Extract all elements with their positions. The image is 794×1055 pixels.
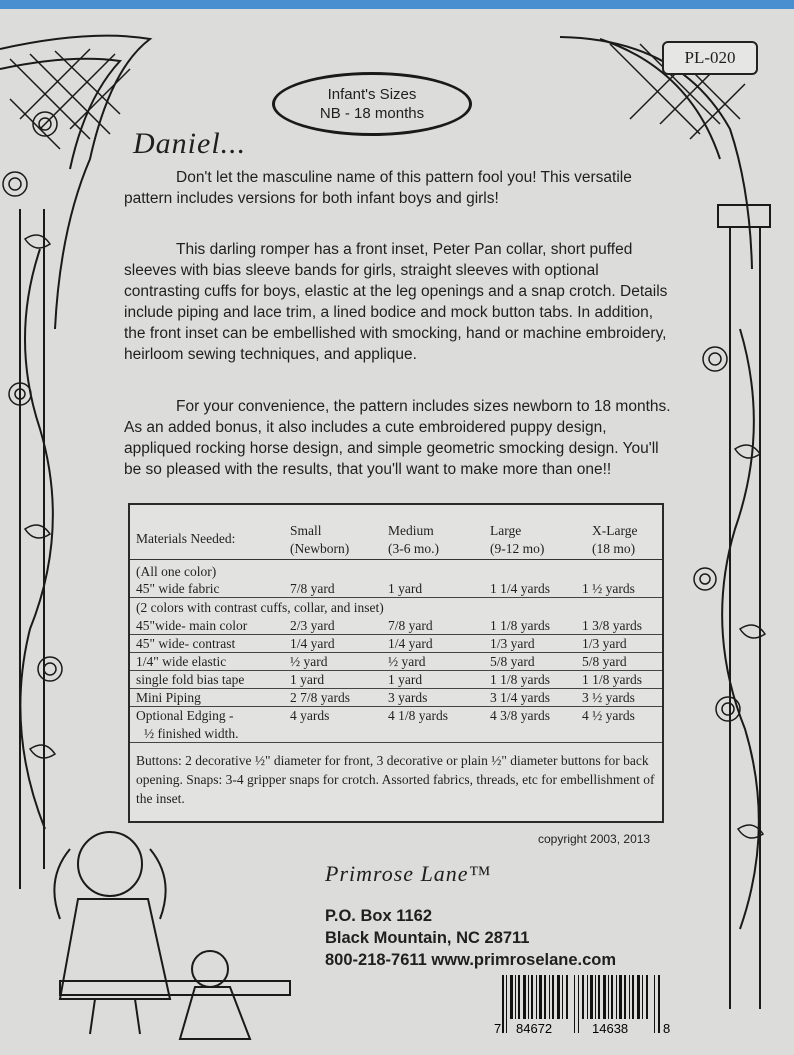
item-name: 45"wide- main color [136, 618, 248, 633]
small-amount: 1 yard [290, 672, 325, 687]
medium-amount: 3 yards [388, 690, 428, 705]
large-amount: 1 1/4 yards [490, 581, 550, 596]
description-paragraph [124, 239, 674, 365]
two-colors-note: (2 colors with contrast cuffs, collar, and inset) [136, 600, 384, 615]
medium-amount: 1/4 yard [388, 636, 433, 651]
item-name: Optional Edging - [136, 708, 234, 723]
barcode-right-digit: 8 [663, 1021, 670, 1036]
address-line2: Black Mountain, NC 28711 [325, 929, 530, 947]
barcode-group2: 14638 [592, 1021, 629, 1036]
medium-amount: ½ yard [388, 654, 426, 669]
item-name: 45" wide- contrast [136, 636, 236, 651]
pattern-title: Daniel... [133, 127, 247, 160]
table-row [130, 617, 662, 635]
xlarge-amount: 4 ½ yards [582, 708, 635, 723]
brand-logo-text: Primrose Lane™ [325, 861, 492, 886]
table-row [130, 653, 662, 671]
edging-note: ½ finished width. [144, 726, 239, 741]
one-color-note-row [130, 563, 662, 580]
sizes-badge-line1: Infant's Sizes [327, 86, 417, 103]
medium-amount: 7/8 yard [388, 618, 433, 633]
copyright-notice: copyright 2003, 2013 [538, 832, 651, 846]
pattern-code-label: PL-020 [662, 41, 758, 75]
xlarge-amount: 1/3 yard [582, 636, 627, 651]
large-amount: 3 1/4 yards [490, 690, 550, 705]
sizes-badge [272, 72, 472, 136]
size-small-name: Small [290, 523, 322, 538]
small-amount: 4 yards [290, 708, 330, 723]
table-row [130, 707, 662, 724]
contact-address [325, 905, 616, 971]
size-small-range: (Newborn) [290, 541, 350, 556]
item-name: 1/4" wide elastic [136, 654, 227, 669]
one-color-note: (All one color) [136, 564, 217, 579]
medium-amount: 4 1/8 yards [388, 708, 448, 723]
medium-amount: 1 yard [388, 672, 423, 687]
top-background-strip [0, 0, 794, 9]
intro-paragraph [124, 167, 674, 209]
large-amount: 5/8 yard [490, 654, 535, 669]
intro-paragraph-text: Don't let the masculine name of this pattern fool you! This versatile pattern includes versions for both infant boys and girls! [124, 169, 632, 207]
buttons-note: Buttons: 2 decorative ½" diameter for front, 3 decorative or plain ½" diameter buttons for back opening. Snaps: 3-4 gripper snaps for crotch. Assorted fabrics, threads, etc for embellishment of the inset. [136, 753, 655, 806]
small-amount: 2 7/8 yards [290, 690, 350, 705]
xlarge-amount: 1 ½ yards [582, 581, 635, 596]
upc-barcode [494, 975, 670, 1037]
small-amount: 1/4 yard [290, 636, 335, 651]
table-row [130, 671, 662, 689]
address-line1: P.O. Box 1162 [325, 907, 433, 925]
materials-table [128, 503, 664, 823]
item-name: single fold bias tape [136, 672, 245, 687]
item-name: 45" wide fabric [136, 581, 220, 596]
small-amount: 7/8 yard [290, 581, 335, 596]
xlarge-amount: 1 1/8 yards [582, 672, 642, 687]
two-colors-note-row [130, 599, 662, 616]
bonus-paragraph [124, 396, 674, 480]
bonus-paragraph-text: For your convenience, the pattern includes sizes newborn to 18 months. As an added bonus, it also includes a cute embroidered puppy design, appliqued rocking horse design, and simple geometric smocking design. You'll be so pleased with the results, that you'll want to make more than one!! [124, 398, 671, 478]
large-amount: 1 1/8 yards [490, 672, 550, 687]
small-amount: ½ yard [290, 654, 328, 669]
size-large-range: (9-12 mo) [490, 541, 545, 556]
pattern-back-cover [0, 9, 794, 1055]
size-xlarge-name: X-Large [592, 523, 638, 538]
large-amount: 1/3 yard [490, 636, 535, 651]
barcode-group1: 84672 [516, 1021, 553, 1036]
small-amount: 2/3 yard [290, 618, 335, 633]
table-row [130, 580, 662, 598]
materials-label: Materials Needed: [136, 531, 236, 546]
materials-table-header [130, 523, 662, 560]
barcode-left-digit: 7 [494, 1021, 502, 1036]
item-name: Mini Piping [136, 690, 201, 705]
sizes-badge-line2: NB - 18 months [319, 105, 425, 122]
table-row [130, 635, 662, 653]
xlarge-amount: 5/8 yard [582, 654, 627, 669]
medium-amount: 1 yard [388, 581, 423, 596]
table-row [130, 689, 662, 707]
xlarge-amount: 3 ½ yards [582, 690, 635, 705]
size-large-name: Large [490, 523, 522, 538]
edging-note-row [130, 725, 662, 743]
address-line3: 800-218-7611 www.primroselane.com [325, 951, 617, 969]
xlarge-amount: 1 3/8 yards [582, 618, 642, 633]
large-amount: 1 1/8 yards [490, 618, 550, 633]
size-medium-range: (3-6 mo.) [388, 541, 439, 556]
description-paragraph-text: This darling romper has a front inset, Peter Pan collar, short puffed sleeves with bias sleeve bands for girls, straight sleeves with optional contrasting cuffs for boys, elastic at the leg openings and a snap crotch. Details include piping and lace trim, a lined bodice and mock button tabs. In addition, the front inset can be embellished with smocking, hand or machine embroidery, heirloom sewing techniques, and applique. [124, 241, 668, 363]
size-medium-name: Medium [388, 523, 434, 538]
size-xlarge-range: (18 mo) [592, 541, 636, 556]
large-amount: 4 3/8 yards [490, 708, 550, 723]
